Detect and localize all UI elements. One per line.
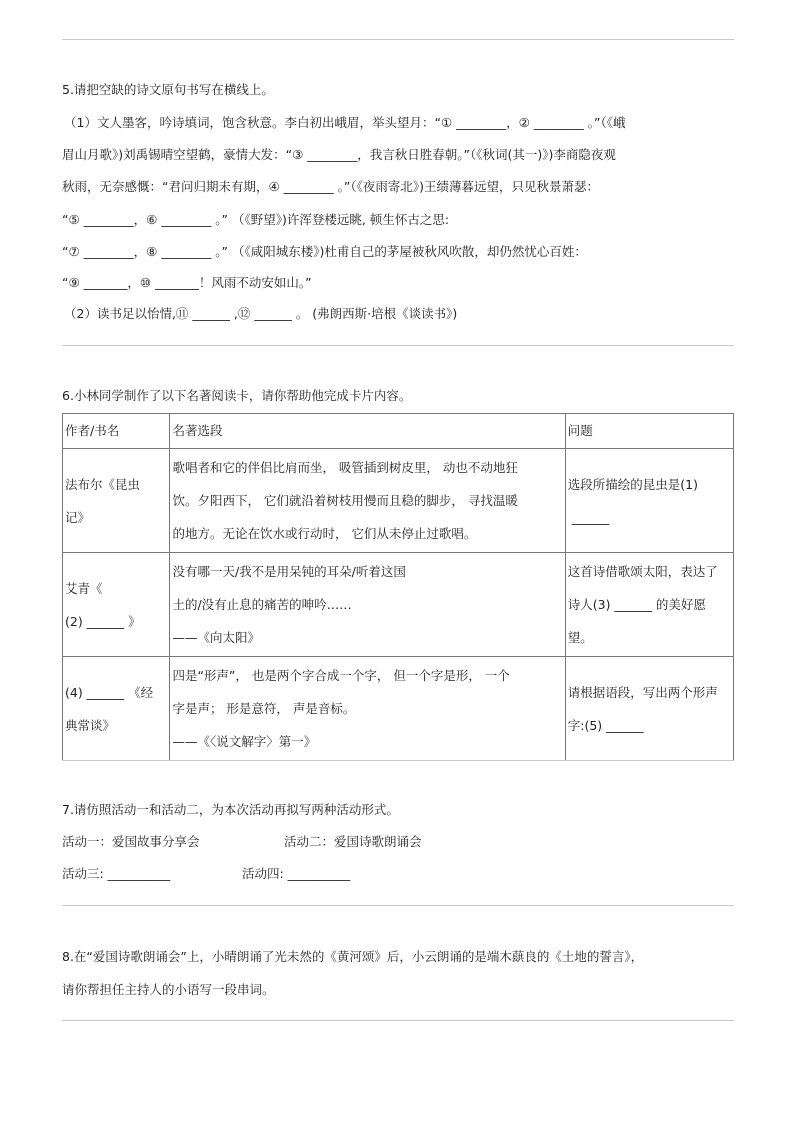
q5-line-4: “⑤ ________，⑥ ________ 。” （《野望》)许浑登楼远眺, 顿生怀古之思:: [62, 212, 450, 227]
activity-1: 活动一：爱国故事分享会: [62, 834, 200, 849]
excerpt-cell: 没有哪一天/我不是用呆钝的耳朵/听着这国 土的/没有止息的痛苦的呻吟…… ——《向太阳》: [170, 553, 565, 657]
header-question: 问题: [565, 414, 733, 449]
header-excerpt: 名著选段: [170, 414, 565, 449]
q5-line-7: （2）读书足以怡情,⑪ ______ ,⑫ ______ 。 (弗朗西斯·培根《谈读书》): [64, 306, 458, 321]
q5-line-2: 眉山月歌》)刘禹锡晴空望鹤，豪情大发：“③ ________，我言秋日胜春朝。”（《秋词(其一)》)李商隐夜观: [62, 147, 616, 162]
header-author: 作者/书名: [63, 414, 170, 449]
table-row: [63, 449, 734, 553]
excerpt-cell: 四是“形声”， 也是两个字合成一个字， 但一个字是形， 一个 字是声； 形是意符， 声是音标。 ——《〈说文解字〉第一》: [170, 657, 565, 761]
author-cell: (4) ______ 《经 典常谈》: [63, 657, 170, 761]
author-cell: 艾青《 (2) ______ 》: [63, 553, 170, 657]
q5-line-1: （1）文人墨客，吟诗填词，饱含秋意。李白初出峨眉，举头望月：“① ________，② ________ 。”（《峨: [64, 115, 626, 130]
question-cell: 请根据语段，写出两个形声 字:(5) ______: [565, 657, 733, 761]
divider-q7: [62, 905, 734, 906]
divider-bottom: [62, 1020, 734, 1021]
question-cell: 选段所描绘的昆虫是(1) ______: [565, 449, 733, 553]
q7-title: 7.请仿照活动一和活动二，为本次活动再拟写两种活动形式。: [62, 802, 399, 817]
q5-line-5: “⑦ ________，⑧ ________ 。” （《咸阳城东楼》)杜甫自己的茅屋被秋风吹散，却仍然忧心百姓：: [62, 244, 587, 259]
author-cell: 法布尔《昆虫 记》: [63, 449, 170, 553]
q8-line-2: 请你帮担任主持人的小语写一段串词。: [62, 982, 275, 997]
table-header-row: [63, 414, 734, 449]
table-row: [63, 553, 734, 657]
q5-line-6: “⑨ _______，⑩ _______！风雨不动安如山。”: [62, 275, 312, 290]
excerpt-cell: 歌唱者和它的伴侣比肩而坐， 吸管插到树皮里， 动也不动地狂 饮。夕阳西下， 它们就沿着树枝用慢而且稳的脚步， 寻找温暖 的地方。无论在饮水或行动时， 它们从未停止过歌唱。: [170, 449, 565, 553]
activity-3: 活动三: __________: [62, 866, 171, 881]
divider-q5: [62, 345, 734, 346]
table-row: [63, 657, 734, 761]
activity-2: 活动二：爱国诗歌朗诵会: [284, 834, 422, 849]
reading-card-table: [62, 413, 734, 761]
q5-line-3: 秋雨，无奈感慨：“君问归期未有期，④ ________ 。”（《夜雨寄北》)王绩薄暮远望，只见秋景萧瑟：: [62, 179, 599, 194]
q8-line-1: 8.在“爱国诗歌朗诵会”上，小晴朗诵了光未然的《黄河颂》后，小云朗诵的是端木蕻良的《土地的誓言》，: [62, 949, 644, 964]
q6-title: 6.小林同学制作了以下名著阅读卡，请你帮助他完成卡片内容。: [62, 388, 412, 403]
question-cell: 这首诗借歌颂太阳，表达了 诗人(3) ______ 的美好愿 望。: [565, 553, 733, 657]
activity-4: 活动四: __________: [242, 866, 351, 881]
divider-top: [62, 39, 734, 40]
divider-q6: [62, 760, 734, 761]
q5-title: 5.请把空缺的诗文原句书写在横线上。: [62, 82, 274, 97]
